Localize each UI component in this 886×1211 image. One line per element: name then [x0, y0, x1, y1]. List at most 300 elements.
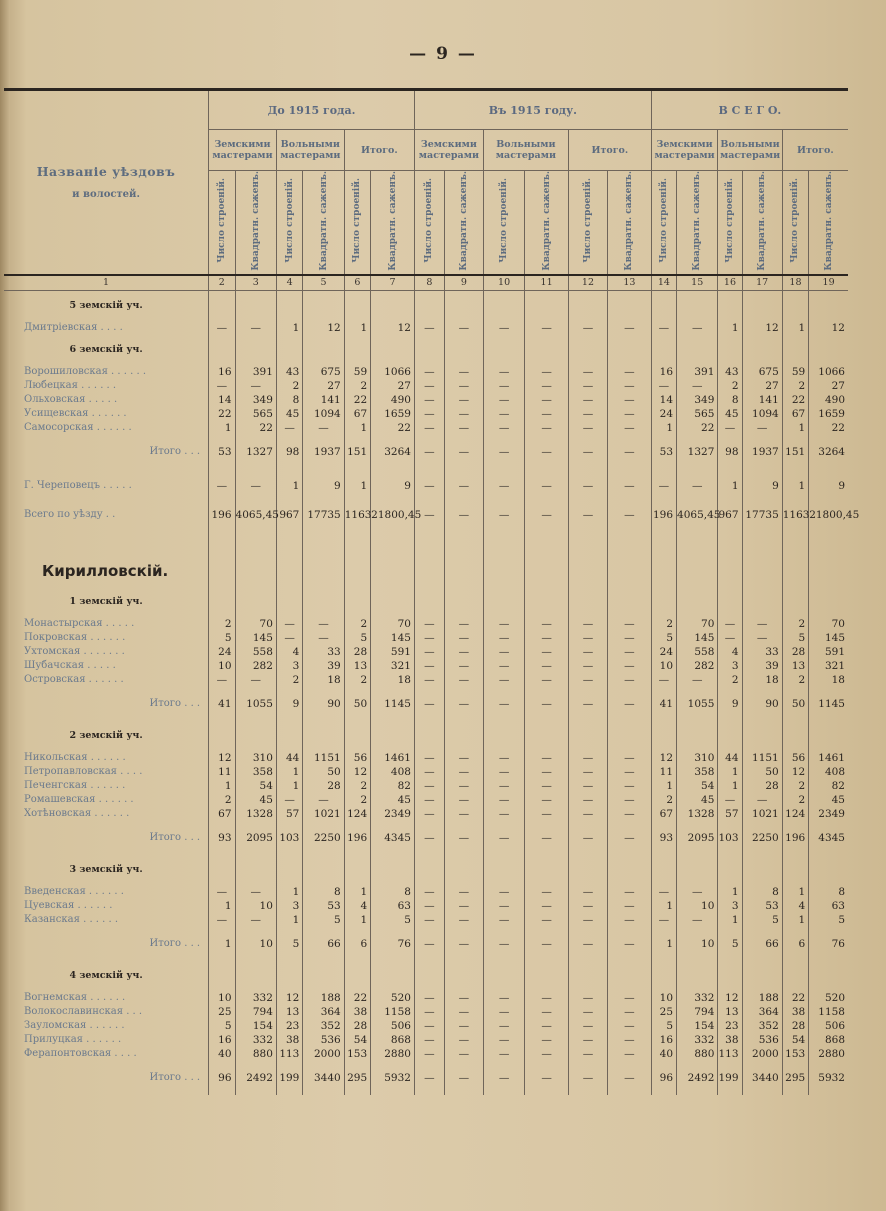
table-cell: 880 [235, 1047, 276, 1061]
table-cell: — [235, 379, 276, 393]
table-cell: 11 [209, 765, 235, 779]
table-cell: 1151 [303, 751, 344, 765]
table-row [4, 751, 848, 765]
table-cell: 2 [276, 379, 302, 393]
table-cell: 2 [651, 793, 676, 807]
table-cell: 28 [344, 1019, 370, 1033]
table-cell: — [444, 321, 483, 335]
table-cell: 1145 [809, 687, 848, 721]
table-cell: 352 [303, 1019, 344, 1033]
table-cell: — [414, 659, 444, 673]
table-cell: 5 [809, 913, 848, 927]
table-cell: 54 [344, 1033, 370, 1047]
table-cell: — [444, 673, 483, 687]
table-cell: 1151 [742, 751, 782, 765]
count-column-header [414, 171, 444, 275]
table-cell: — [483, 673, 524, 687]
table-cell: 1 [344, 479, 370, 493]
total-label: Итого . . . [149, 446, 201, 458]
table-cell: 38 [344, 1005, 370, 1019]
statistics-table [4, 88, 860, 1095]
table-cell: 188 [303, 991, 344, 1005]
volost-name: Шубачская . . . . . [24, 660, 116, 672]
table-cell: — [742, 631, 782, 645]
table-cell: — [525, 673, 569, 687]
table-cell: — [608, 1033, 652, 1047]
table-cell: — [444, 1019, 483, 1033]
table-cell: 38 [276, 1033, 302, 1047]
table-cell: 63 [371, 899, 415, 913]
volost-name: Хотѣновская . . . . . . [24, 808, 130, 820]
table-cell: 1158 [809, 1005, 848, 1019]
table-cell: — [608, 631, 652, 645]
table-cell: 1328 [677, 807, 718, 821]
table-cell: — [483, 687, 524, 721]
table-cell: — [568, 407, 607, 421]
table-cell: — [483, 885, 524, 899]
name-column-title: Названіе уѣздовъ [36, 164, 176, 180]
table-cell: 41 [209, 687, 235, 721]
table-cell: 43 [276, 365, 302, 379]
table-cell: — [414, 673, 444, 687]
table-cell: — [677, 913, 718, 927]
table-cell: — [677, 321, 718, 335]
table-cell: 22 [809, 421, 848, 435]
total-label: Итого . . . [149, 1072, 201, 1084]
column-header-label: Число строеній. [499, 178, 510, 264]
table-cell: 1163 [782, 503, 808, 555]
table-cell: — [651, 913, 676, 927]
table-cell: — [483, 435, 524, 469]
table-cell: 188 [742, 991, 782, 1005]
table-cell: 196 [782, 821, 808, 855]
table-cell: 5932 [371, 1061, 415, 1095]
column-header-label: Квадратн. саженъ. [387, 171, 398, 271]
table-cell: 1461 [809, 751, 848, 765]
table-cell: — [483, 821, 524, 855]
table-cell: 90 [303, 687, 344, 721]
table-cell: 70 [809, 617, 848, 631]
table-cell: 24 [209, 645, 235, 659]
table-cell: 4345 [809, 821, 848, 855]
table-cell: — [525, 617, 569, 631]
table-cell: 53 [742, 899, 782, 913]
table-row [4, 765, 848, 779]
table-cell: — [483, 617, 524, 631]
table-cell: 1 [276, 765, 302, 779]
table-cell: 41 [651, 687, 676, 721]
table-cell: — [444, 435, 483, 469]
table-cell: — [608, 407, 652, 421]
table-cell: — [525, 631, 569, 645]
table-cell: — [742, 617, 782, 631]
table-cell: 54 [677, 779, 718, 793]
table-cell: 16 [209, 1033, 235, 1047]
table-cell: — [608, 393, 652, 407]
table-cell: 1 [718, 765, 742, 779]
table-cell: 14 [651, 393, 676, 407]
table-cell: 1094 [303, 407, 344, 421]
table-cell: — [608, 321, 652, 335]
table-cell: — [568, 673, 607, 687]
count-column-header [782, 171, 808, 275]
table-cell: 490 [371, 393, 415, 407]
table-cell: — [568, 807, 607, 821]
table-cell: 2 [782, 673, 808, 687]
table-cell: — [303, 793, 344, 807]
table-cell: 5932 [809, 1061, 848, 1095]
district-section-row [4, 855, 848, 885]
table-cell: — [651, 885, 676, 899]
table-cell: 1 [276, 479, 302, 493]
table-cell: 282 [235, 659, 276, 673]
table-cell: — [444, 821, 483, 855]
table-cell: 9 [371, 479, 415, 493]
table-cell: 38 [718, 1033, 742, 1047]
table-cell: 506 [371, 1019, 415, 1033]
table-cell: 364 [742, 1005, 782, 1019]
volost-name: Покровская . . . . . . [24, 632, 126, 644]
table-cell: 24 [651, 645, 676, 659]
column-number: 17 [742, 275, 782, 291]
subgroup-header: Итого. [782, 130, 848, 171]
table-cell: 70 [235, 617, 276, 631]
count-column-header [276, 171, 302, 275]
table-cell: 23 [276, 1019, 302, 1033]
count-column-header [209, 171, 235, 275]
table-cell: 332 [235, 991, 276, 1005]
column-header-label: Число строеній. [424, 178, 435, 264]
table-cell: — [444, 503, 483, 555]
table-cell: — [414, 379, 444, 393]
table-cell: 82 [809, 779, 848, 793]
table-cell: 27 [742, 379, 782, 393]
table-cell: 141 [742, 393, 782, 407]
table-cell: 1659 [809, 407, 848, 421]
table-cell: 1021 [303, 807, 344, 821]
table-cell: — [444, 913, 483, 927]
table-cell: — [444, 407, 483, 421]
table-cell: — [525, 899, 569, 913]
table-cell: 96 [651, 1061, 676, 1095]
table-cell: — [235, 885, 276, 899]
table-cell: 22 [344, 991, 370, 1005]
table-cell: — [414, 751, 444, 765]
table-cell: 1163 [344, 503, 370, 555]
table-cell: 28 [303, 779, 344, 793]
table-cell: 40 [209, 1047, 235, 1061]
table-cell: 321 [371, 659, 415, 673]
table-cell: 10 [209, 659, 235, 673]
table-cell: 12 [209, 751, 235, 765]
table-cell: 10 [677, 927, 718, 961]
table-cell: — [568, 393, 607, 407]
table-cell: 145 [235, 631, 276, 645]
table-cell: — [444, 479, 483, 493]
district-section-row [4, 721, 848, 751]
column-header-label: Число строеній. [216, 178, 227, 264]
column-header-label: Число строеній. [790, 178, 801, 264]
table-cell: 12 [809, 321, 848, 335]
column-number: 4 [276, 275, 302, 291]
table-cell: — [568, 751, 607, 765]
volost-name: Дмитріевская . . . . [24, 322, 123, 334]
table-cell: 76 [809, 927, 848, 961]
table-cell: — [525, 793, 569, 807]
table-cell: 8 [718, 393, 742, 407]
table-cell: 2 [344, 379, 370, 393]
table-cell: 2880 [809, 1047, 848, 1061]
table-cell: — [483, 421, 524, 435]
table-cell: — [483, 765, 524, 779]
table-cell: 50 [782, 687, 808, 721]
table-cell: — [608, 991, 652, 1005]
table-cell: — [608, 1061, 652, 1095]
table-cell: 332 [677, 991, 718, 1005]
subgroup-header: Вольными мастерами [276, 130, 344, 171]
column-header-label: Число строеній. [658, 178, 669, 264]
table-cell: — [608, 365, 652, 379]
table-row [4, 1005, 848, 1019]
table-cell: — [608, 751, 652, 765]
table-cell: 2 [718, 379, 742, 393]
table-cell: 868 [371, 1033, 415, 1047]
table-cell: 103 [276, 821, 302, 855]
table-cell: 5 [651, 1019, 676, 1033]
name-column-header [4, 90, 209, 275]
table-cell: — [235, 913, 276, 927]
group-in-1915: Въ 1915 году. [414, 90, 651, 130]
count-column-header [718, 171, 742, 275]
table-cell: — [235, 673, 276, 687]
table-cell: 2 [782, 617, 808, 631]
table-cell: 880 [677, 1047, 718, 1061]
table-cell: 2492 [677, 1061, 718, 1095]
table-cell: 17735 [303, 503, 344, 555]
table-cell: 1 [718, 479, 742, 493]
area-column-header [444, 171, 483, 275]
subgroup-header: Земскими мастерами [209, 130, 277, 171]
name-column-subtitle: и волостей. [72, 189, 140, 201]
table-cell: — [525, 379, 569, 393]
table-cell: 2 [651, 617, 676, 631]
column-number: 14 [651, 275, 676, 291]
table-cell: 113 [276, 1047, 302, 1061]
table-cell: — [483, 393, 524, 407]
table-cell: 2 [782, 379, 808, 393]
table-cell: 591 [371, 645, 415, 659]
table-cell: 44 [718, 751, 742, 765]
table-cell: — [414, 821, 444, 855]
column-number: 8 [414, 275, 444, 291]
subtotal-row [4, 821, 848, 855]
table-cell: — [444, 421, 483, 435]
county-heading-row [4, 555, 848, 587]
table-cell: 2 [344, 793, 370, 807]
table-cell: 1 [651, 899, 676, 913]
table-cell: 27 [809, 379, 848, 393]
table-cell: — [568, 365, 607, 379]
table-cell: 1 [209, 421, 235, 435]
table-cell: 2000 [303, 1047, 344, 1061]
table-cell: — [483, 365, 524, 379]
subgroup-header: Вольными мастерами [718, 130, 782, 171]
table-cell: — [525, 365, 569, 379]
column-header-label: Число строеній. [352, 178, 363, 264]
county-name: Кирилловскій. [42, 561, 169, 580]
table-cell: — [414, 927, 444, 961]
table-cell: — [651, 673, 676, 687]
table-cell: 967 [276, 503, 302, 555]
district-section-row [4, 290, 848, 321]
table-cell: 675 [742, 365, 782, 379]
area-column-header [677, 171, 718, 275]
table-cell: 27 [303, 379, 344, 393]
table-cell: 56 [782, 751, 808, 765]
table-cell: — [209, 913, 235, 927]
table-cell: — [444, 379, 483, 393]
volost-name: Никольская . . . . . . [24, 752, 126, 764]
table-cell: — [525, 991, 569, 1005]
subgroup-header: Вольными мастерами [483, 130, 568, 171]
table-cell: — [525, 927, 569, 961]
table-cell: — [568, 793, 607, 807]
table-cell: 408 [371, 765, 415, 779]
table-cell: — [568, 1019, 607, 1033]
table-cell: 151 [344, 435, 370, 469]
table-cell: 12 [303, 321, 344, 335]
table-cell: — [414, 1047, 444, 1061]
table-cell: — [568, 899, 607, 913]
column-header-label: Квадратн. саженъ. [624, 171, 635, 271]
table-cell: 967 [718, 503, 742, 555]
table-cell: 13 [718, 1005, 742, 1019]
table-cell: — [525, 435, 569, 469]
table-cell: — [414, 807, 444, 821]
table-cell: 18 [742, 673, 782, 687]
table-cell: 13 [344, 659, 370, 673]
table-cell: — [608, 479, 652, 493]
district-section-row [4, 587, 848, 617]
table-cell: 28 [344, 645, 370, 659]
table-row [4, 631, 848, 645]
table-cell: 1327 [235, 435, 276, 469]
district-section-label: 6 земскій уч. [69, 344, 143, 356]
table-cell: — [209, 673, 235, 687]
table-cell: 1 [276, 885, 302, 899]
column-number: 6 [344, 275, 370, 291]
table-cell: 11 [651, 765, 676, 779]
table-cell: 282 [677, 659, 718, 673]
table-row [4, 659, 848, 673]
table-cell: 57 [276, 807, 302, 821]
table-cell: — [568, 645, 607, 659]
table-cell: 93 [209, 821, 235, 855]
column-number: 10 [483, 275, 524, 291]
table-cell: — [444, 885, 483, 899]
table-cell: 33 [303, 645, 344, 659]
table-cell: — [303, 421, 344, 435]
table-cell: 1 [718, 913, 742, 927]
table-cell: 2095 [235, 821, 276, 855]
table-cell: 82 [371, 779, 415, 793]
table-cell: — [444, 365, 483, 379]
table-cell: — [608, 885, 652, 899]
table-cell: 22 [782, 991, 808, 1005]
volost-name: Ухтомская . . . . . . . [24, 646, 125, 658]
table-cell: 349 [235, 393, 276, 407]
table-cell: — [444, 1061, 483, 1095]
volost-name: Островская . . . . . . [24, 674, 124, 686]
table-cell: — [303, 631, 344, 645]
table-cell: — [414, 407, 444, 421]
table-cell: — [444, 1033, 483, 1047]
table-cell: — [414, 1019, 444, 1033]
column-number: 2 [209, 275, 235, 291]
area-column-header [525, 171, 569, 275]
table-cell: — [525, 1019, 569, 1033]
table-cell: — [483, 899, 524, 913]
table-cell: — [525, 479, 569, 493]
table-cell: 1 [782, 421, 808, 435]
table-cell: 5 [303, 913, 344, 927]
table-cell: 2349 [371, 807, 415, 821]
table-cell: 50 [344, 687, 370, 721]
table-cell: 12 [782, 765, 808, 779]
table-cell: 1 [209, 779, 235, 793]
column-number: 1 [4, 275, 209, 291]
table-cell: — [483, 1019, 524, 1033]
table-cell: 196 [344, 821, 370, 855]
table-cell: 4 [718, 645, 742, 659]
column-header-label: Число строеній. [284, 178, 295, 264]
area-column-header [742, 171, 782, 275]
table-cell: — [444, 659, 483, 673]
district-section-row [4, 961, 848, 991]
table-row [4, 899, 848, 913]
district-section-label: 4 земскій уч. [69, 970, 143, 982]
table-cell: 10 [235, 927, 276, 961]
table-cell: 145 [371, 631, 415, 645]
count-column-header [483, 171, 524, 275]
table-cell: — [568, 321, 607, 335]
table-cell: 1 [209, 899, 235, 913]
column-header-label: Квадратн. саженъ. [458, 171, 469, 271]
table-cell: 2250 [303, 821, 344, 855]
total-label: Всего по уѣзду . . [24, 508, 116, 520]
table-cell: — [651, 479, 676, 493]
table-cell: 38 [782, 1005, 808, 1019]
table-cell: 25 [209, 1005, 235, 1019]
subgroup-header: Итого. [568, 130, 651, 171]
column-number: 11 [525, 275, 569, 291]
table-cell: 1 [344, 421, 370, 435]
table-cell: 141 [303, 393, 344, 407]
table-cell: — [414, 617, 444, 631]
table-cell: 12 [718, 991, 742, 1005]
area-column-header [608, 171, 652, 275]
volost-name: Петропавловская . . . . [24, 766, 143, 778]
table-cell: 66 [303, 927, 344, 961]
table-cell: — [209, 479, 235, 493]
volost-name: Казанская . . . . . . [24, 914, 119, 926]
volost-name: Любецкая . . . . . . [24, 380, 117, 392]
table-cell: 18 [371, 673, 415, 687]
table-cell: 3440 [303, 1061, 344, 1095]
table-cell: 2 [209, 793, 235, 807]
count-column-header [568, 171, 607, 275]
table-cell: — [608, 1019, 652, 1033]
